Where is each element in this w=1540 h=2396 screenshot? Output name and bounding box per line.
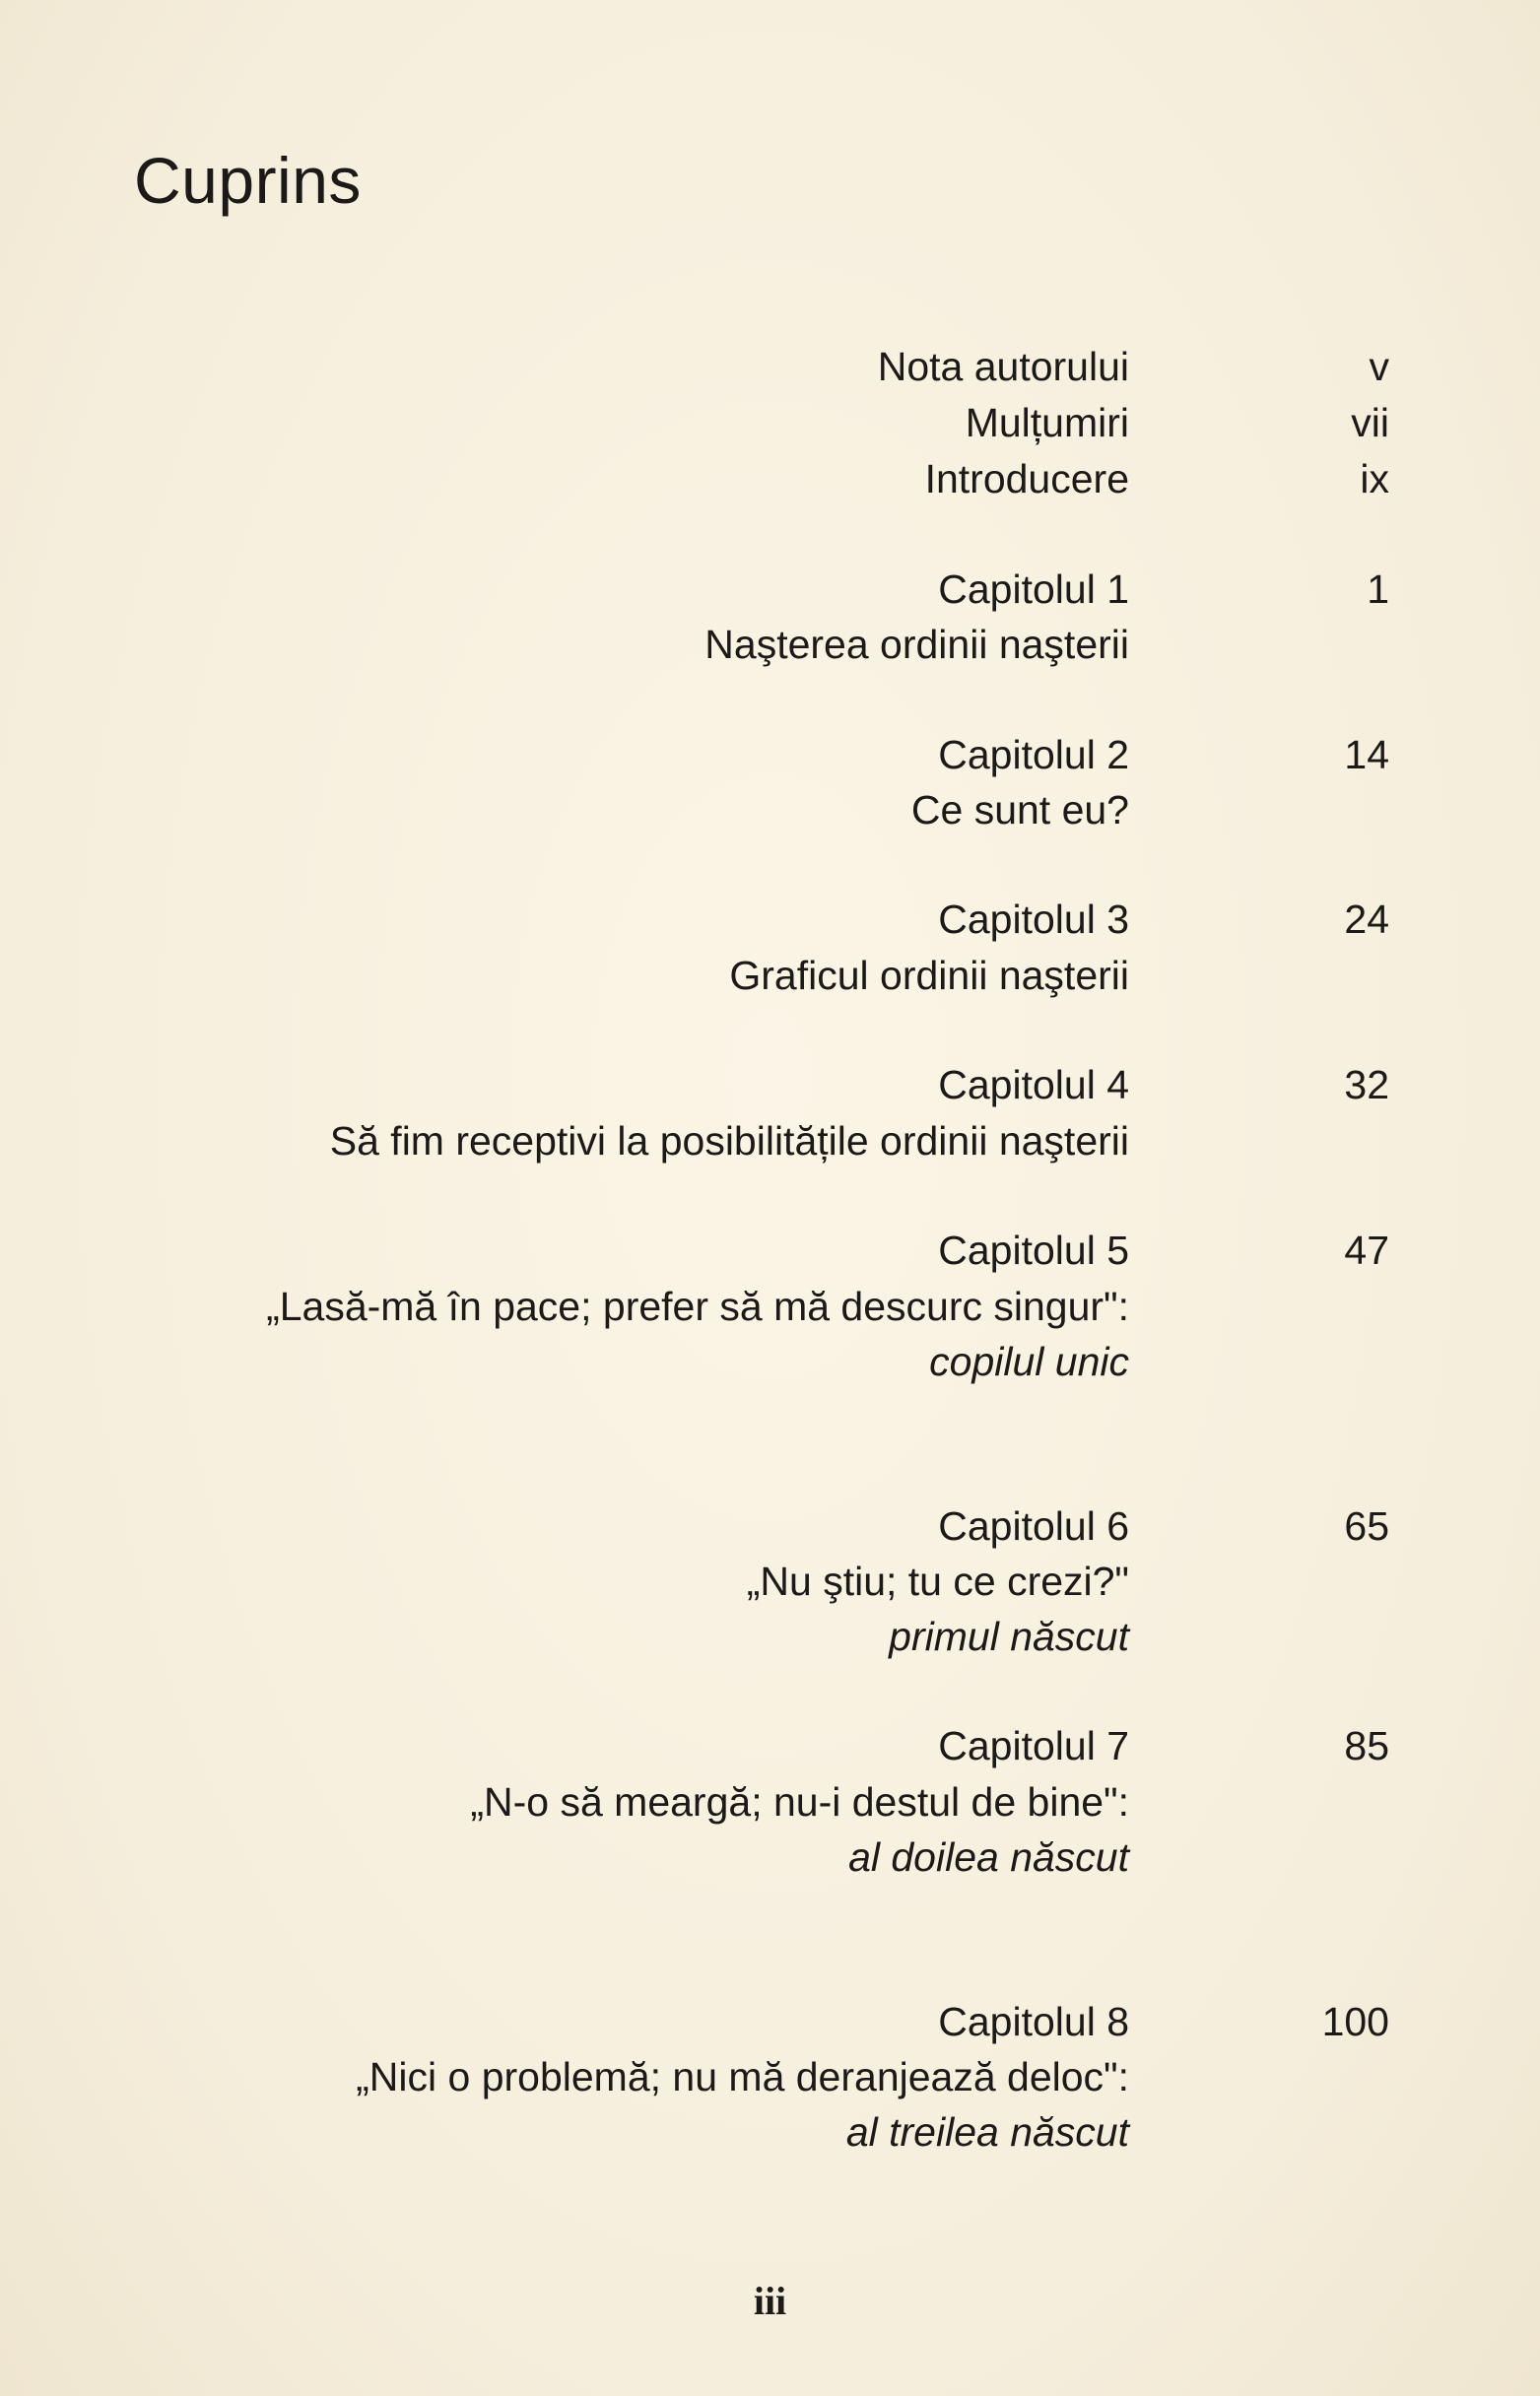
chapter-subtitle: al doilea născut — [848, 1834, 1129, 1880]
toc-page-number: 100 — [1321, 1999, 1389, 2044]
toc-page-number: 14 — [1344, 732, 1389, 777]
toc-page-number: 24 — [1344, 897, 1389, 942]
toc-page-number: v — [1369, 344, 1389, 389]
chapter-title: „N-o să meargă; nu-i destul de bine": — [470, 1779, 1129, 1825]
chapter-subtitle: copilul unic — [929, 1339, 1129, 1384]
chapter-label: Capitolul 4 — [938, 1062, 1129, 1107]
chapter-label: Capitolul 8 — [938, 1999, 1129, 2044]
chapter-subtitle: primul născut — [889, 1614, 1129, 1659]
chapter-title: „Lasă-mă în pace; prefer să mă descurc singur": — [266, 1284, 1129, 1329]
toc-entry-title: Mulțumiri — [965, 400, 1129, 445]
toc-entry-title: Introducere — [924, 456, 1129, 501]
chapter-subtitle: al treilea născut — [845, 2109, 1129, 2155]
page-folio: iii — [753, 2279, 787, 2323]
toc-page-number: 32 — [1344, 1062, 1389, 1107]
chapter-label: Capitolul 5 — [938, 1228, 1129, 1273]
toc-page-number: 65 — [1344, 1503, 1389, 1549]
toc-page-number: vii — [1351, 400, 1389, 445]
page-title: Cuprins — [134, 144, 362, 217]
toc-page-number: 47 — [1344, 1228, 1389, 1273]
chapter-label: Capitolul 2 — [938, 732, 1129, 777]
chapter-title: „Nici o problemă; nu mă deranjează deloc": — [356, 2054, 1129, 2099]
toc-entry-title: Nota autorului — [877, 344, 1129, 389]
toc-page-number: ix — [1360, 456, 1389, 501]
chapter-label: Capitolul 6 — [938, 1503, 1129, 1549]
chapter-title: Ce sunt eu? — [910, 787, 1129, 832]
chapter-title: Naşterea ordinii naşterii — [704, 622, 1129, 667]
toc-page-number: 1 — [1367, 566, 1389, 612]
toc-page-number: 85 — [1344, 1723, 1389, 1768]
chapter-title: Graficul ordinii naşterii — [729, 953, 1129, 998]
chapter-label: Capitolul 1 — [938, 566, 1129, 612]
chapter-title: Să fim receptivi la posibilitățile ordinii naşterii — [329, 1118, 1129, 1164]
chapter-label: Capitolul 7 — [938, 1723, 1129, 1768]
chapter-label: Capitolul 3 — [938, 897, 1129, 942]
chapter-title: „Nu ştiu; tu ce crezi?" — [746, 1559, 1129, 1604]
